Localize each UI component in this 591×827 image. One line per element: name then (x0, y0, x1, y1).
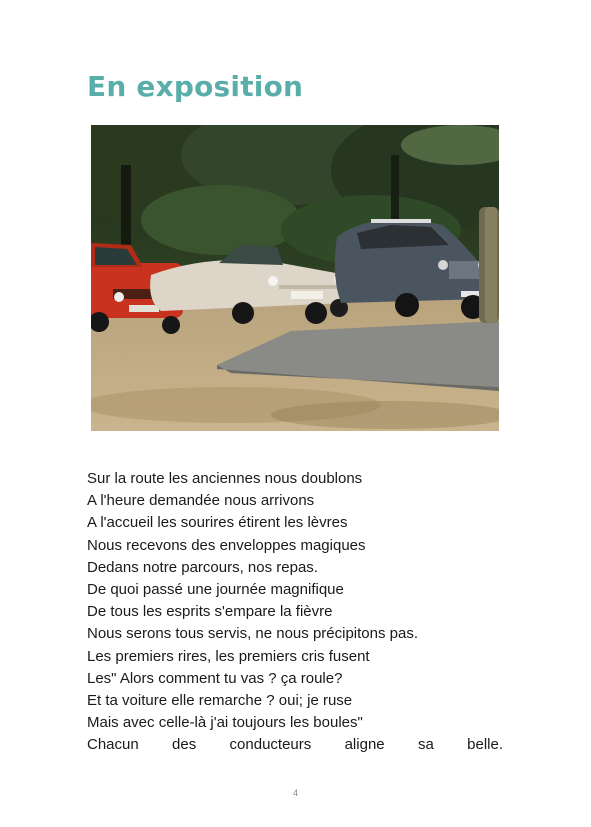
page-number: 4 (292, 788, 298, 798)
poem-line: Sur la route les anciennes nous doublons (87, 470, 363, 487)
poem-line: Dedans notre parcours, nos repas. (87, 558, 318, 576)
poem-line: Les" Alors comment tu vas ? ça roule? (87, 669, 343, 687)
poem-line: Nous serons tous servis, ne nous précipitons pas. (87, 625, 419, 643)
poem-word: sa (417, 736, 434, 754)
poem-word: belle. (467, 736, 503, 754)
poem-line: Nous recevons des enveloppes magiques (87, 536, 366, 554)
poem-line: Les premiers rires, les premiers cris fusent (87, 647, 370, 665)
poem-last-line (87, 734, 503, 756)
poem-line: A l'accueil les sourires étirent les lèvres (87, 514, 348, 532)
poem-line: Mais avec celle-là j'ai toujours les boules" (87, 714, 363, 732)
poem-line: De quoi passé une journée magnifique (87, 580, 344, 598)
poem-word: conducteurs (229, 736, 312, 754)
poem-word: des (172, 736, 197, 754)
poem-line: De tous les esprits s'empare la fièvre (87, 603, 333, 621)
poem-line: Et ta voiture elle remarche ? oui; je ruse (87, 691, 353, 709)
poem-line: A l'heure demandée nous arrivons (87, 492, 315, 510)
poem-word: aligne (344, 736, 385, 754)
page-title: En exposition (87, 70, 304, 103)
poem (87, 468, 503, 756)
poem-word: Chacun (87, 736, 139, 754)
car-exhibition-photo (91, 125, 499, 431)
